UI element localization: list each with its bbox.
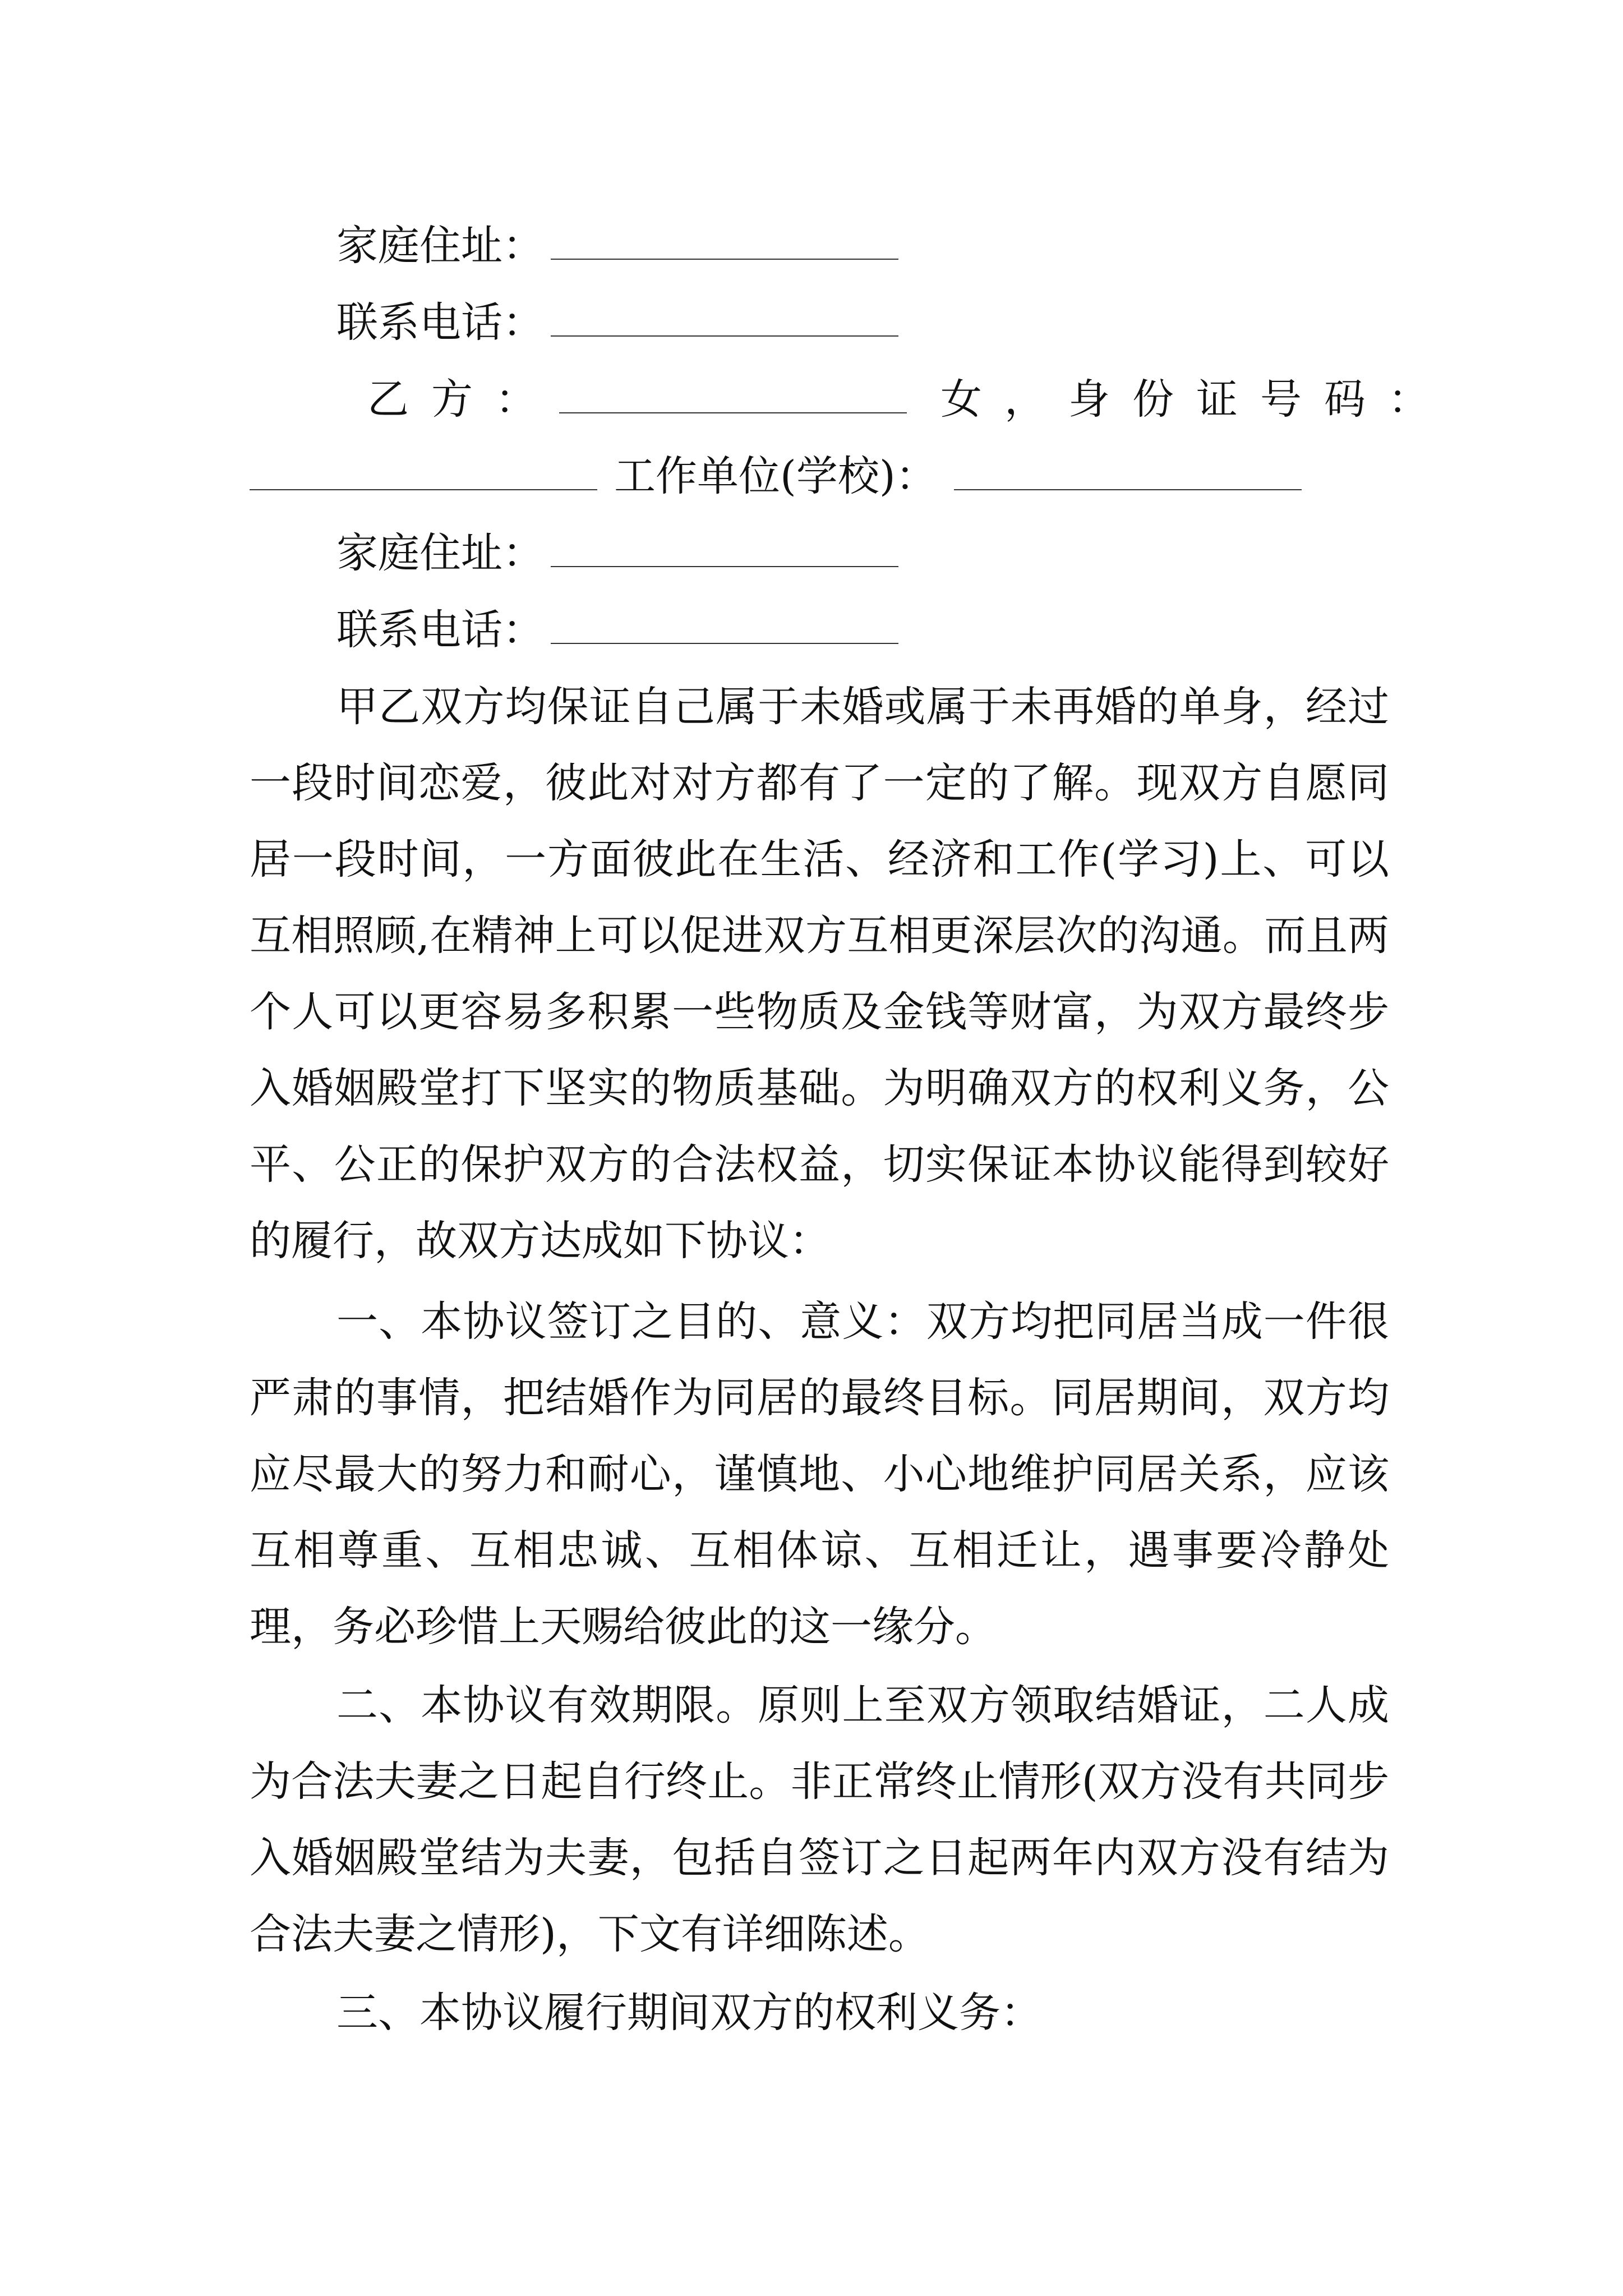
paragraph-section-3-heading: 三、本协议履行期间双方的权利义务： <box>336 1989 1042 2037</box>
home-address-label: 家庭住址： <box>336 529 544 577</box>
home-address-blank <box>551 532 898 567</box>
paragraph-section-2: 二、本协议有效期限。原则上至双方领取结婚证，二人成为合法夫妻之日起自行终止。非正常终止情形(双方没有共同步入婚姻殿堂结为夫妻，包括自签订之日起两年内双方没有结为合法夫妻之情形)，下文有详细陈述。 <box>250 1681 1389 1958</box>
paragraph-preamble: 甲乙双方均保证自己属于未婚或属于未再婚的单身，经过一段时间恋爱，彼此对对方都有了一定的了解。现双方自愿同居一段时间，一方面彼此在生活、经济和工作(学习)上、可以互相照顾,在精神上可以促进双方互相更深层次的沟通。而且两个人可以更容易多积累一些物质及金钱等财富，为双方最终步入婚姻殿堂打下坚实的物质基础。为明确双方的权利义务，公平、公正的保护双方的合法权益，切实保证本协议能得到较好的履行，故双方达成如下协议： <box>250 683 1389 1265</box>
paragraph-section-1: 一、本协议签订之目的、意义：双方均把同居当成一件很严肃的事情，把结婚作为同居的最终目标。同居期间，双方均应尽最大的努力和耐心，谨慎地、小心地维护同居关系，应该互相尊重、互相忠诚、互相体谅、互相迁让，遇事要冷静处理，务必珍惜上天赐给彼此的这一缘分。 <box>250 1297 1389 1651</box>
party-a-home-address-row <box>336 208 1389 284</box>
party-a-phone-row <box>336 284 1389 361</box>
phone-label: 联系电话： <box>336 606 544 654</box>
party-b-row <box>367 361 1452 438</box>
work-unit-blank <box>954 455 1302 490</box>
phone-label: 联系电话： <box>336 298 544 347</box>
party-b-label: 乙方： <box>367 375 559 424</box>
home-address-blank <box>551 225 898 260</box>
phone-blank <box>551 302 898 337</box>
party-b-home-address-row <box>336 515 1389 591</box>
phone-blank <box>551 609 898 644</box>
female-id-label: 女，身份证号码： <box>940 375 1452 424</box>
id-number-blank <box>250 455 597 490</box>
party-b-phone-row <box>336 592 1389 668</box>
home-address-label: 家庭住址： <box>336 222 544 270</box>
work-unit-label: 工作单位(学校)： <box>614 452 937 500</box>
party-b-name-blank <box>559 379 907 413</box>
party-b-id-work-row <box>250 438 1389 514</box>
